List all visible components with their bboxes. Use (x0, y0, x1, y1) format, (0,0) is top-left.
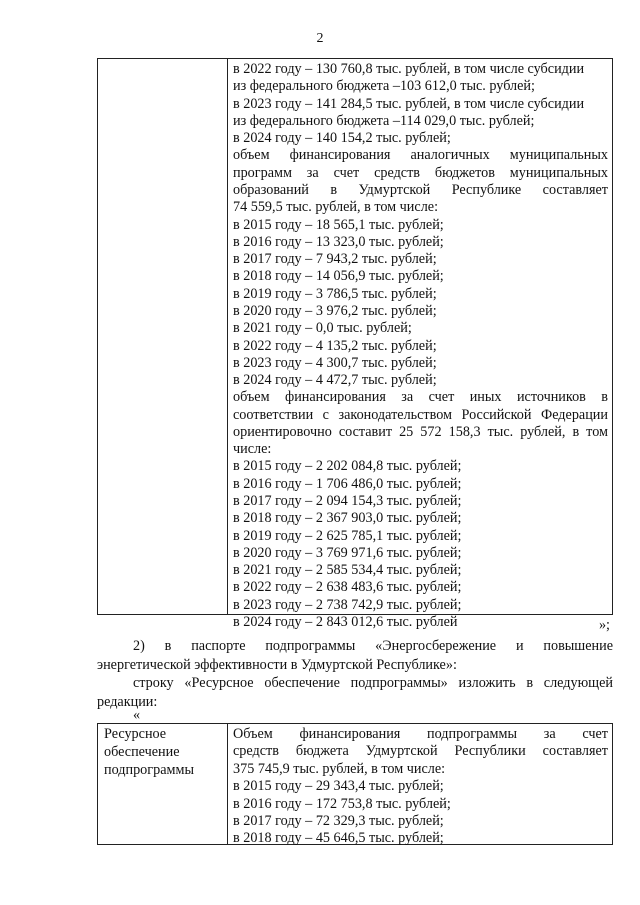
table-line: в 2019 году – 2 625 785,1 тыс. рублей; (233, 527, 462, 544)
table-line: в 2017 году – 72 329,3 тыс. рублей; (233, 813, 444, 830)
instruction-paragraph (97, 674, 613, 711)
table-line: числе: (233, 441, 272, 458)
table-line: в 2017 году – 2 094 154,3 тыс. рублей; (233, 493, 462, 510)
table-line: в 2022 году – 2 638 483,6 тыс. рублей; (233, 579, 462, 596)
table-line: в 2015 году – 29 343,4 тыс. рублей; (233, 778, 444, 795)
amendment-paragraph (97, 637, 613, 674)
table-line: в 2024 году – 4 472,7 тыс. рублей; (233, 372, 437, 389)
table-line: в 2018 году – 2 367 903,0 тыс. рублей; (233, 510, 462, 527)
table-line: в 2018 году – 45 646,5 тыс. рублей; (233, 830, 444, 847)
table-line: в 2016 году – 172 753,8 тыс. рублей; (233, 795, 451, 812)
table-line: соответствии с законодательством Российской Федерации (233, 406, 608, 423)
table-line: из федерального бюджета –114 029,0 тыс. рублей; (233, 112, 535, 129)
table-label-cell (98, 59, 228, 614)
table-line: из федерального бюджета –103 612,0 тыс. рублей; (233, 78, 535, 95)
table-line: в 2016 году – 1 706 486,0 тыс. рублей; (233, 475, 462, 492)
table-line: в 2020 году – 3 976,2 тыс. рублей; (233, 302, 437, 319)
table-line: Объем финансирования подпрограммы за счет (233, 726, 608, 742)
table-line: объем финансирования аналогичных муниципальных (233, 147, 608, 164)
table-line: в 2018 году – 14 056,9 тыс. рублей; (233, 268, 444, 285)
opening-quote: « (133, 707, 141, 723)
table-line: в 2024 году – 140 154,2 тыс. рублей; (233, 130, 451, 147)
table-line: в 2020 году – 3 769 971,6 тыс. рублей; (233, 544, 462, 561)
table-line: в 2015 году – 2 202 084,8 тыс. рублей; (233, 458, 462, 475)
paragraph-line: 2) в паспорте подпрограммы «Энергосбережение и повышение (133, 638, 613, 654)
table-line: 74 559,5 тыс. рублей, в том числе: (233, 199, 439, 216)
table-line: ориентировочно составит 25 572 158,3 тыс. рублей, в том (233, 423, 608, 440)
table-label-cell (98, 724, 228, 844)
paragraph-line: строку «Ресурсное обеспечение подпрограммы» изложить в следующей (133, 675, 613, 691)
paragraph-line: энергетической эффективности в Удмуртской Республике»: (97, 656, 457, 673)
table-content-cell (228, 724, 612, 847)
table-line: в 2021 году – 0,0 тыс. рублей; (233, 320, 412, 337)
table-line: в 2017 году – 7 943,2 тыс. рублей; (233, 251, 437, 268)
table-line: средств бюджета Удмуртской Республики составляет (233, 743, 608, 760)
paragraph-line: редакции: (97, 693, 158, 710)
table-line: программ за счет средств бюджетов муниципальных (233, 164, 608, 181)
table-line: в 2022 году – 4 135,2 тыс. рублей; (233, 337, 437, 354)
table-line: в 2015 году – 18 565,1 тыс. рублей; (233, 216, 444, 233)
label-line: Ресурсное (104, 726, 167, 742)
table-content-cell (228, 59, 612, 630)
table-line: в 2022 году – 130 760,8 тыс. рублей, в том числе субсидии (233, 61, 585, 77)
table-line: в 2019 году – 3 786,5 тыс. рублей; (233, 285, 437, 302)
table-line: объем финансирования за счет иных источников в (233, 389, 608, 406)
table-line: в 2023 году – 4 300,7 тыс. рублей; (233, 354, 437, 371)
label-line: обеспечение (104, 743, 180, 760)
closing-quote: »; (598, 617, 610, 633)
table-line: в 2024 году – 2 843 012,6 тыс. рублей (233, 614, 458, 630)
resource-table-continuation (97, 58, 613, 630)
resource-table-new (97, 723, 613, 845)
table-line: в 2023 году – 141 284,5 тыс. рублей, в том числе субсидии (233, 95, 585, 112)
table-line: в 2023 году – 2 738 742,9 тыс. рублей; (233, 596, 462, 613)
page-number: 2 (316, 31, 324, 46)
table-line: образований в Удмуртской Республике составляет (233, 181, 608, 198)
table-line: в 2016 году – 13 323,0 тыс. рублей; (233, 233, 444, 250)
label-line: подпрограммы (104, 761, 194, 778)
table-line: в 2021 году – 2 585 534,4 тыс. рублей; (233, 562, 462, 579)
table-line: 375 745,9 тыс. рублей, в том числе: (233, 760, 446, 777)
